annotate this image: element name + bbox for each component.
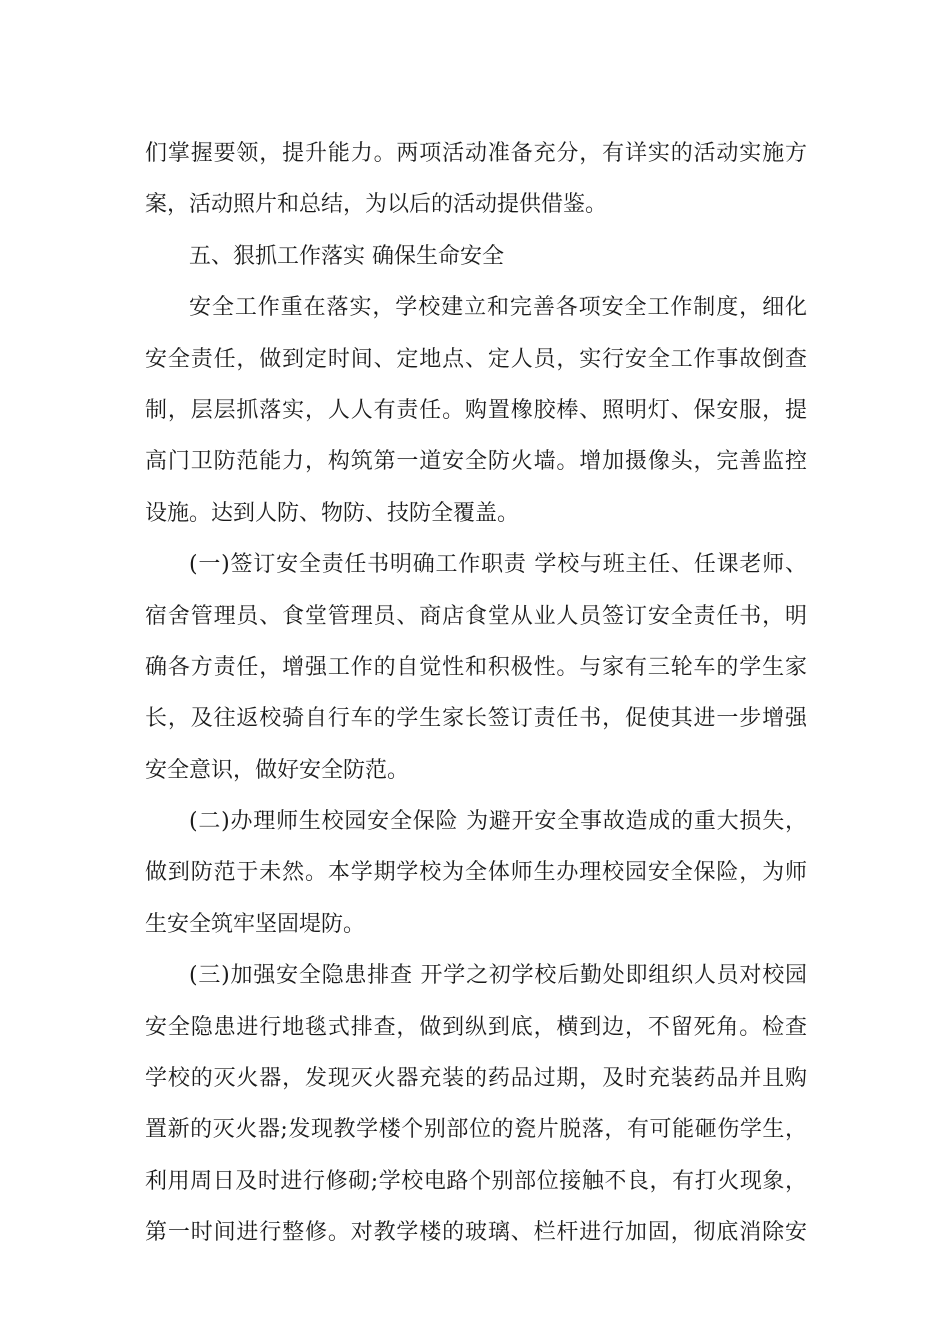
text-line: 制，层层抓落实，人人有责任。购置橡胶棒、照明灯、保安服，提: [145, 397, 807, 423]
text-line: 置新的灭火器;发现教学楼个别部位的瓷片脱落，有可能砸伤学生，: [145, 1117, 807, 1143]
text-line: (二)办理师生校园安全保险 为避开安全事故造成的重大损失，: [189, 809, 807, 835]
document-body: [145, 128, 807, 1259]
text-line: 宿舍管理员、食堂管理员、商店食堂从业人员签订安全责任书，明: [145, 603, 807, 629]
text-line: 利用周日及时进行修砌;学校电路个别部位接触不良，有打火现象，: [145, 1168, 807, 1194]
text-line: 安全责任，做到定时间、定地点、定人员，实行安全工作事故倒查: [145, 346, 807, 372]
text-line: 学校的灭火器，发现灭火器充装的药品过期，及时充装药品并且购: [145, 1066, 807, 1092]
text-line: 长，及往返校骑自行车的学生家长签订责任书，促使其进一步增强: [145, 706, 807, 732]
text-line: 设施。达到人防、物防、技防全覆盖。: [145, 500, 520, 526]
text-line: 案，活动照片和总结，为以后的活动提供借鉴。: [145, 192, 608, 218]
section-heading: 五、狠抓工作落实 确保生命安全: [189, 243, 504, 269]
text-line: (一)签订安全责任书明确工作职责 学校与班主任、任课老师、: [189, 552, 807, 578]
text-line: 安全意识，做好安全防范。: [145, 757, 410, 783]
text-line: 高门卫防范能力，构筑第一道安全防火墙。增加摄像头，完善监控: [145, 449, 807, 475]
text-line: 生安全筑牢坚固堤防。: [145, 911, 366, 937]
text-line: 们掌握要领，提升能力。两项活动准备充分，有详实的活动实施方: [145, 141, 807, 166]
text-line: (三)加强安全隐患排查 开学之初学校后勤处即组织人员对校园: [189, 963, 807, 989]
text-line: 做到防范于未然。本学期学校为全体师生办理校园安全保险，为师: [145, 860, 807, 886]
text-line: 安全工作重在落实，学校建立和完善各项安全工作制度，细化: [189, 295, 807, 321]
text-line: 安全隐患进行地毯式排查，做到纵到底，横到边，不留死角。检查: [145, 1014, 807, 1040]
text-line: 确各方责任，增强工作的自觉性和积极性。与家有三轮车的学生家: [145, 654, 807, 680]
text-line: 第一时间进行整修。对教学楼的玻璃、栏杆进行加固，彻底消除安: [145, 1220, 807, 1246]
